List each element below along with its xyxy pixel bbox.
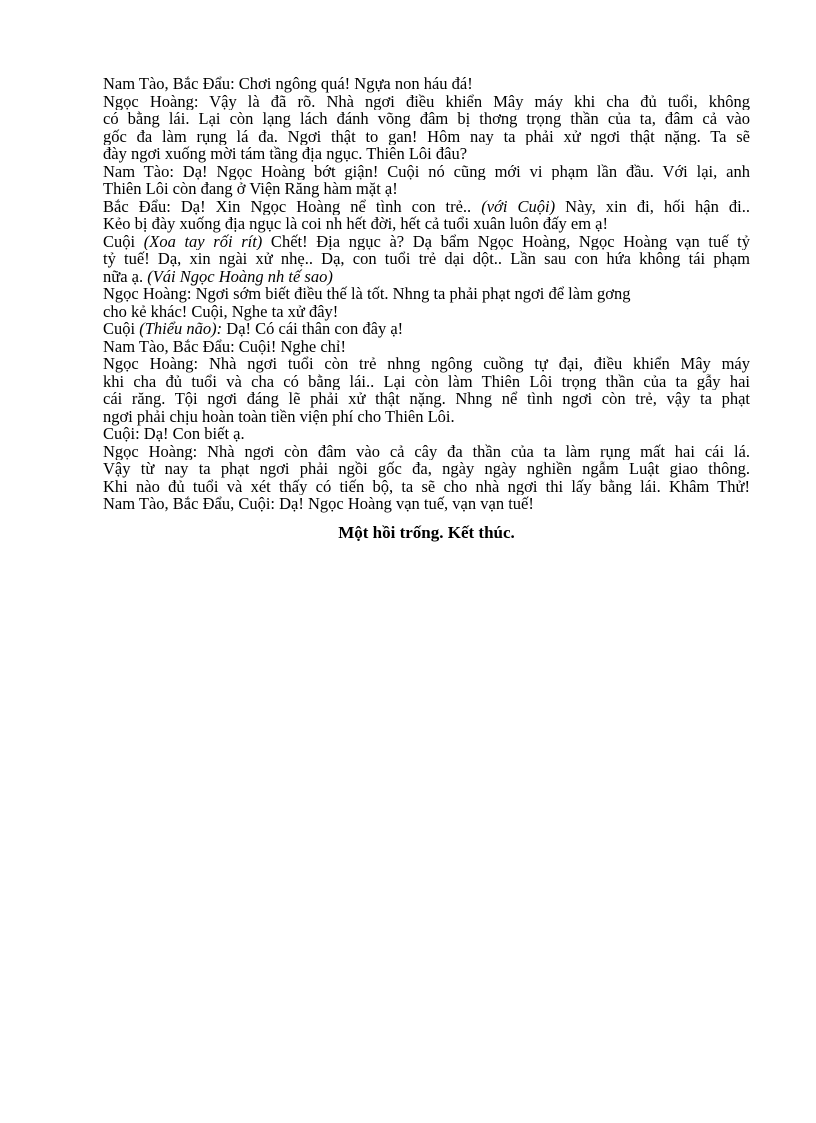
dialogue-text: Cuội bbox=[103, 232, 144, 250]
dialogue-text: Kẻo bị đày xuống địa ngục là coi nh hết đời, hết cả tuổi xuân luôn đấy em ạ! bbox=[103, 214, 608, 233]
dialogue-line bbox=[103, 145, 750, 163]
dialogue-text: cho kẻ khác! Cuội, Nghe ta xử đây! bbox=[103, 301, 339, 321]
dialogue-line bbox=[103, 215, 750, 233]
dialogue-text: nữa ạ. bbox=[103, 266, 148, 286]
dialogue-text: Nam Tào: Dạ! Ngọc Hoàng bớt giận! Cuội nó cũng mới vi phạm lần đầu. Với lại, anh bbox=[103, 162, 750, 180]
dialogue-line bbox=[103, 320, 750, 338]
dialogue-line bbox=[103, 443, 750, 461]
dialogue-line bbox=[103, 93, 750, 111]
dialogue-text: Ngọc Hoàng: Ngơi sớm biết điều thế là tốt. Nhng ta phải phạt ngơi để làm gơng bbox=[103, 284, 631, 303]
dialogue-text: Ngọc Hoàng: Nhà ngơi tuổi còn trẻ nhng ngông cuồng tự đại, điều khiển Mây máy bbox=[103, 355, 750, 373]
dialogue-text: Ngọc Hoàng: Nhà ngơi còn đâm vào cả cây đa thần của ta làm rụng mất hai cái lá. bbox=[103, 442, 750, 460]
dialogue-text: Cuội: Dạ! Con biết ạ. bbox=[103, 424, 245, 443]
dialogue-line bbox=[103, 110, 750, 128]
dialogue-text: Nam Tào, Bắc Đẩu, Cuội: Dạ! Ngọc Hoàng vạn tuế, vạn vạn tuế! bbox=[103, 494, 534, 513]
stage-direction: (Vái Ngọc Hoàng nh tế sao) bbox=[147, 266, 333, 286]
dialogue-text: đày ngơi xuống mời tám tầng địa ngục. Thiên Lôi đâu? bbox=[103, 144, 468, 163]
dialogue-line bbox=[103, 198, 750, 216]
dialogue-line bbox=[103, 250, 750, 268]
dialogue-text: Vậy từ nay ta phạt ngơi phải ngồi gốc đa, ngày ngày nghiền ngẫm Luật giao thông. bbox=[103, 460, 750, 478]
dialogue-text: ngơi phải chịu hoàn toàn tiền viện phí cho Thiên Lôi. bbox=[103, 406, 455, 426]
dialogue-line bbox=[103, 180, 750, 198]
dialogue-text: Này, xin đi, hối hận đi.. bbox=[555, 197, 750, 215]
dialogue-line bbox=[103, 233, 750, 251]
dialogue-text: Ngọc Hoàng: Vậy là đã rõ. Nhà ngơi điều khiển Mây máy khi cha đủ tuổi, không bbox=[103, 92, 750, 110]
stage-direction: (với Cuội) bbox=[481, 197, 556, 215]
dialogue-line bbox=[103, 408, 750, 426]
dialogue-text: khi cha đủ tuổi và cha có bằng lái.. Lại còn làm Thiên Lôi trọng thần của ta gẫy hai bbox=[103, 372, 750, 390]
script-text bbox=[103, 75, 750, 513]
dialogue-line bbox=[103, 303, 750, 321]
ending-line: Một hồi trống. Kết thúc. bbox=[338, 523, 515, 542]
dialogue-line bbox=[103, 373, 750, 391]
dialogue-text: có bằng lái. Lại còn lạng lách đánh võng đâm bị thơng trọng thần của ta, đâm cả vào bbox=[103, 110, 750, 128]
dialogue-text: Dạ! Có cái thân con đây ạ! bbox=[222, 319, 404, 338]
dialogue-text: Thiên Lôi còn đang ở Viện Răng hàm mặt ạ! bbox=[103, 179, 398, 198]
dialogue-text: Chết! Địa ngục à? Dạ bẩm Ngọc Hoàng, Ngọc Hoàng vạn tuế tỷ bbox=[262, 232, 750, 250]
dialogue-text: Khi nào đủ tuổi và xét thấy có tiến bộ, ta sẽ cho nhà ngơi thi lấy bằng lái. Khâm Thử! bbox=[103, 477, 750, 495]
dialogue-line bbox=[103, 285, 750, 303]
dialogue-text: cái răng. Tội ngơi đáng lẽ phải xử thật nặng. Nhng nể tình ngơi còn trẻ, vậy ta phạt bbox=[103, 390, 750, 408]
dialogue-text: tỷ tuế! Dạ, xin ngài xử nhẹ.. Dạ, con tuổi trẻ dại dột.. Lần sau con hứa không tái phạm bbox=[103, 250, 750, 268]
dialogue-line bbox=[103, 355, 750, 373]
dialogue-text: gốc đa làm rụng lá đa. Ngơi thật to gan! Hôm nay ta phải xử ngơi thật nặng. Ta sẽ bbox=[103, 127, 750, 145]
dialogue-line bbox=[103, 390, 750, 408]
dialogue-line bbox=[103, 495, 750, 513]
dialogue-line bbox=[103, 338, 750, 356]
dialogue-line bbox=[103, 163, 750, 181]
dialogue-line bbox=[103, 460, 750, 478]
dialogue-line bbox=[103, 478, 750, 496]
dialogue-line bbox=[103, 128, 750, 146]
dialogue-text: Nam Tào, Bắc Đẩu: Chơi ngông quá! Ngựa non háu đá! bbox=[103, 74, 473, 93]
stage-direction: (Thiểu não): bbox=[139, 319, 223, 338]
dialogue-text: Nam Tào, Bắc Đẩu: Cuội! Nghe chỉ! bbox=[103, 336, 347, 356]
dialogue-text: Cuội bbox=[103, 319, 140, 338]
dialogue-line bbox=[103, 268, 750, 286]
stage-direction: (Xoa tay rối rít) bbox=[143, 232, 263, 250]
dialogue-text: Bắc Đẩu: Dạ! Xin Ngọc Hoàng nể tình con trẻ.. bbox=[103, 197, 482, 215]
dialogue-line bbox=[103, 425, 750, 443]
dialogue-line bbox=[103, 75, 750, 93]
